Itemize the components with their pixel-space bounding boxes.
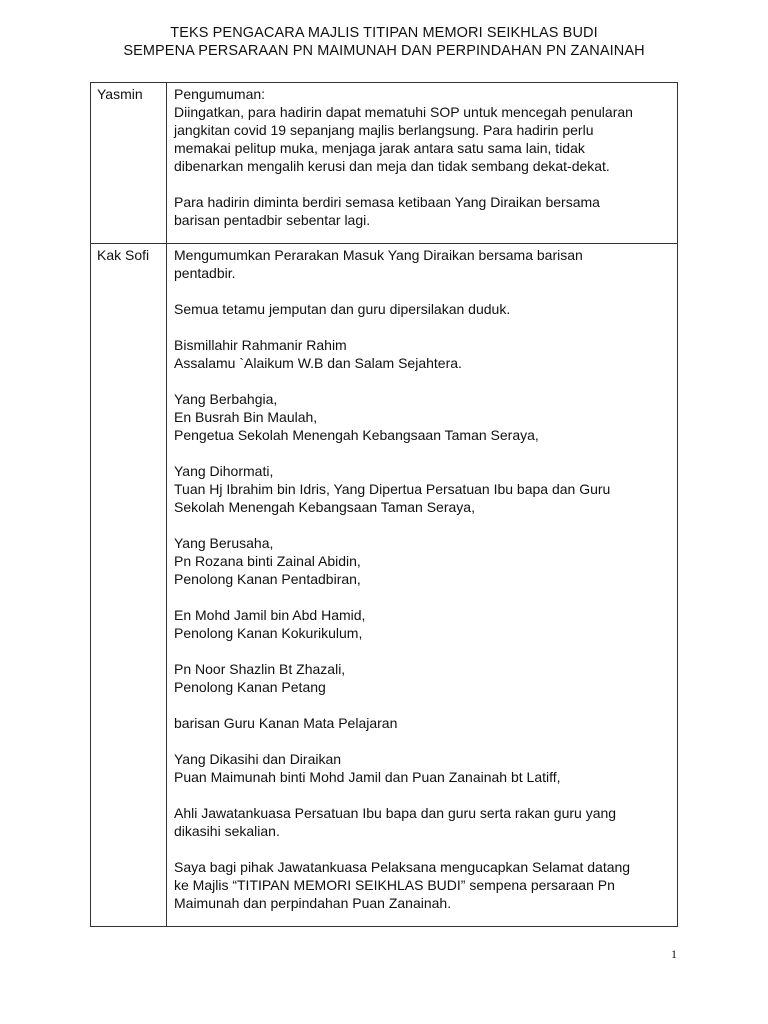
script-row — [91, 244, 678, 927]
script-paragraph — [174, 534, 673, 588]
script-line: En Busrah Bin Maulah, — [174, 409, 318, 425]
script-row — [91, 83, 678, 244]
script-line: Yang Dikasihi dan Diraikan — [174, 751, 342, 767]
script-paragraph — [174, 714, 673, 732]
script-table-body — [91, 83, 678, 927]
script-paragraph — [174, 193, 673, 229]
page-number: 1 — [671, 947, 677, 961]
script-line: Puan Maimunah binti Mohd Jamil dan Puan Zanainah bt Latiff, — [174, 769, 561, 785]
script-line: Yang Berbahgia, — [174, 391, 278, 407]
script-paragraph — [174, 660, 673, 696]
script-line: Diingatkan, para hadirin dapat mematuhi SOP untuk mencegah penularan — [174, 104, 633, 120]
speaker-cell: Kak Sofi — [91, 244, 167, 927]
script-line: barisan pentadbir sebentar lagi. — [174, 212, 371, 228]
script-line: barisan Guru Kanan Mata Pelajaran — [174, 715, 398, 731]
script-line: Pengetua Sekolah Menengah Kebangsaan Taman Seraya, — [174, 427, 539, 443]
document-title — [0, 24, 768, 60]
script-paragraph — [174, 300, 673, 318]
script-paragraph — [174, 390, 673, 444]
script-line: Penolong Kanan Pentadbiran, — [174, 571, 361, 587]
script-line: jangkitan covid 19 sepanjang majlis berlangsung. Para hadirin perlu — [174, 122, 594, 138]
script-paragraph — [174, 85, 673, 175]
script-paragraph — [174, 462, 673, 516]
script-paragraph — [174, 858, 673, 912]
script-line: Mengumumkan Perarakan Masuk Yang Diraikan bersama barisan — [174, 247, 583, 263]
script-line: Pengumuman: — [174, 86, 266, 102]
script-line: Pn Noor Shazlin Bt Zhazali, — [174, 661, 346, 677]
title-line-1: TEKS PENGACARA MAJLIS TITIPAN MEMORI SEIKHLAS BUDI — [170, 25, 598, 41]
script-line: Tuan Hj Ibrahim bin Idris, Yang Dipertua Persatuan Ibu bapa dan Guru — [174, 481, 611, 497]
script-line: Maimunah dan perpindahan Puan Zanainah. — [174, 895, 452, 911]
script-line: Ahli Jawatankuasa Persatuan Ibu bapa dan guru serta rakan guru yang — [174, 805, 617, 821]
script-line: Bismillahir Rahmanir Rahim — [174, 337, 347, 353]
script-line: Sekolah Menengah Kebangsaan Taman Seraya, — [174, 499, 475, 515]
script-line: dikasihi sekalian. — [174, 823, 280, 839]
script-line: Penolong Kanan Petang — [174, 679, 326, 695]
script-line: Pn Rozana binti Zainal Abidin, — [174, 553, 361, 569]
script-line: En Mohd Jamil bin Abd Hamid, — [174, 607, 366, 623]
script-line: Penolong Kanan Kokurikulum, — [174, 625, 363, 641]
script-content-cell — [167, 244, 678, 927]
script-line: Para hadirin diminta berdiri semasa ketibaan Yang Diraikan bersama — [174, 194, 600, 210]
script-line: Assalamu `Alaikum W.B dan Salam Sejahtera. — [174, 355, 462, 371]
speaker-cell: Yasmin — [91, 83, 167, 244]
script-paragraph — [174, 606, 673, 642]
script-line: Yang Dihormati, — [174, 463, 274, 479]
title-line-2: SEMPENA PERSARAAN PN MAIMUNAH DAN PERPINDAHAN PN ZANAINAH — [123, 43, 645, 59]
script-line: Saya bagi pihak Jawatankuasa Pelaksana mengucapkan Selamat datang — [174, 859, 631, 875]
script-line: Semua tetamu jemputan dan guru dipersilakan duduk. — [174, 301, 511, 317]
script-line: dibenarkan mengalih kerusi dan meja dan tidak sembang dekat-dekat. — [174, 158, 610, 174]
script-line: Yang Berusaha, — [174, 535, 274, 551]
script-line: pentadbir. — [174, 265, 236, 281]
script-line: memakai pelitup muka, menjaga jarak antara satu sama lain, tidak — [174, 140, 585, 156]
script-paragraph — [174, 750, 673, 786]
script-content-cell — [167, 83, 678, 244]
emcee-script-table — [90, 82, 678, 927]
script-line: ke Majlis “TITIPAN MEMORI SEIKHLAS BUDI” sempena persaraan Pn — [174, 877, 615, 893]
script-paragraph — [174, 804, 673, 840]
script-paragraph — [174, 336, 673, 372]
script-paragraph — [174, 246, 673, 282]
